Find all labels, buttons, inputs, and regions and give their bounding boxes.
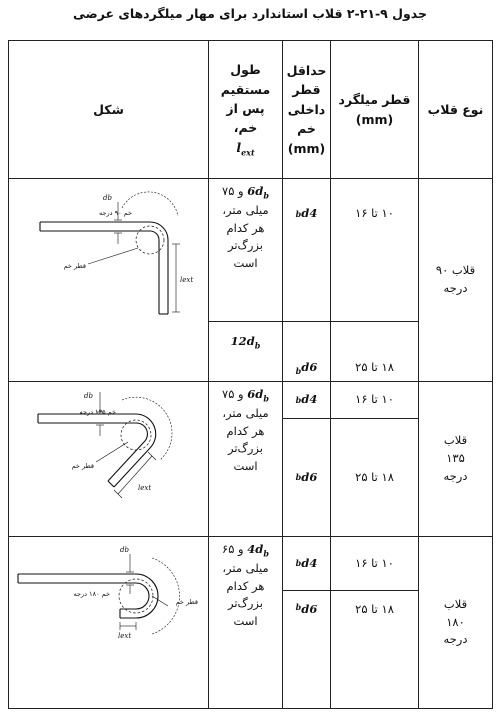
fig2-lext-label: lext [138, 484, 152, 492]
header-ext-length-label: طول مستقیم پس از خم، [220, 62, 271, 136]
row2-inner-d-1-value: 4 [309, 392, 318, 407]
figure-hook-135 [10, 384, 206, 534]
header-min-inner-diameter-unit: (mm) [287, 140, 326, 156]
row3-ext-1-pre: 4 [247, 542, 256, 556]
row1-ext-1-sub: b [263, 190, 269, 201]
header-bar-diameter [331, 41, 418, 178]
row3-bar-range-2: ۱۸ تا ۲۵ [355, 602, 394, 616]
row3-ext-1-symbol: $4d_b$ [247, 542, 269, 559]
row3-hook-type: قلاب ۱۸۰ درجه [443, 596, 468, 647]
fig3-angle-label: خم ۱۸۰ درجه [73, 590, 110, 598]
row1-ext-2-symbol: $12d_b$ [230, 333, 261, 350]
row1-inner-d-2-value: 6 [309, 360, 318, 375]
row3-inner-d-2-sub: b [295, 602, 302, 612]
row3-ext-1-sub: b [263, 548, 269, 559]
header-shape: شکل [93, 101, 124, 117]
row1-ext-2-sub: b [254, 339, 261, 350]
row3-inner-d-2: 6 d b [283, 591, 330, 708]
row1-inner-d-2-sub: b [295, 365, 302, 376]
row2-inner-d-2-sub: b [295, 472, 302, 483]
fig3-lext-label: lext [118, 632, 132, 640]
fig2-bend-label: قطر خم [71, 462, 94, 470]
table-caption: جدول ۹-۲۱-۲ قلاب استاندارد برای مهار میلگردهای عرضی [72, 6, 428, 21]
figure-hook-90 [10, 182, 206, 322]
row3-inner-d-1: 4 d b [283, 537, 330, 590]
row3-ext-1 [209, 537, 282, 708]
row2-inner-d-1-sub: b [295, 394, 302, 405]
figure-hook-180 [10, 540, 206, 660]
header-min-inner-diameter [283, 41, 330, 178]
fig1-lext-label: lext [180, 276, 194, 284]
row2-inner-d-2-value: 6 [309, 469, 318, 484]
row2-ext-1-pre: 6 [247, 387, 256, 401]
fig1-db-label: db [103, 194, 112, 202]
fig2-angle-label: خم ۱۳۵ درجه [79, 408, 116, 416]
fig1-bend-label: قطر خم [63, 262, 86, 270]
row1-ext-1-text: و ۷۵ میلی متر، هر کدام بزرگ‌تر است [222, 184, 269, 271]
row2-ext-1-sub: b [263, 393, 269, 404]
row3-bar-range-1: ۱۰ تا ۱۶ [355, 555, 394, 570]
row2-bar-range-1: ۱۰ تا ۱۶ [355, 392, 394, 407]
header-bar-diameter-unit: (mm) [355, 111, 394, 127]
row2-bar-range-2: ۱۸ تا ۲۵ [355, 469, 394, 484]
fig3-db-label: db [120, 546, 129, 554]
header-ext-length [209, 41, 282, 178]
row1-inner-d-1-value: 4 [309, 206, 318, 221]
row1-hook-type: قلاب ۹۰ درجه [435, 263, 476, 295]
fig1-angle-label: خم ۹۰ درجه [98, 209, 132, 217]
row2-ext-1 [209, 382, 282, 536]
row2-hook-type: قلاب ۱۳۵ درجه [443, 433, 468, 483]
ext-symbol-l: l [236, 139, 242, 155]
row1-ext-1-symbol: $6d_b$ [247, 184, 269, 201]
row2-inner-d-1: 4 d b [283, 382, 330, 418]
row1-inner-d-1-sub: b [295, 208, 302, 219]
row1-ext-1 [209, 179, 282, 321]
row1-bar-range-2: ۱۸ تا ۲۵ [355, 360, 394, 375]
row1-ext-2-pre: 12 [230, 333, 247, 348]
row1-inner-d-1: 4 d b [283, 179, 330, 249]
row3-inner-d-2-value: 6 [309, 602, 318, 616]
row2-ext-1-symbol: $6d_b$ [247, 387, 269, 404]
row1-ext-1-pre: 6 [247, 184, 256, 198]
row2-ext-1-text: و ۷۵ میلی متر، هر کدام بزرگ‌تر است [222, 387, 269, 474]
fig2-db-label: db [84, 392, 93, 400]
row3-ext-1-text: و ۶۵ میلی متر، هر کدام بزرگ‌تر است [222, 542, 269, 629]
header-bar-diameter-label: قطر میلگرد [338, 92, 411, 108]
row1-bar-range-1: ۱۰ تا ۱۶ [355, 206, 394, 221]
row1-inner-d-2: 6 d b [295, 360, 318, 376]
header-min-inner-diameter-label: حداقل قطر داخلی خم [286, 63, 327, 137]
ext-symbol-sub: ext [241, 147, 255, 158]
header-hook-type: نوع قلاب [427, 101, 484, 117]
row3-inner-d-1-sub: b [295, 558, 302, 569]
header-ext-symbol [236, 138, 254, 159]
row1-ext-2 [209, 322, 282, 362]
fig3-bend-label: قطر خم [175, 598, 198, 606]
row2-inner-d-2: 6 d b [283, 419, 330, 536]
row3-inner-d-1-value: 4 [309, 555, 318, 570]
